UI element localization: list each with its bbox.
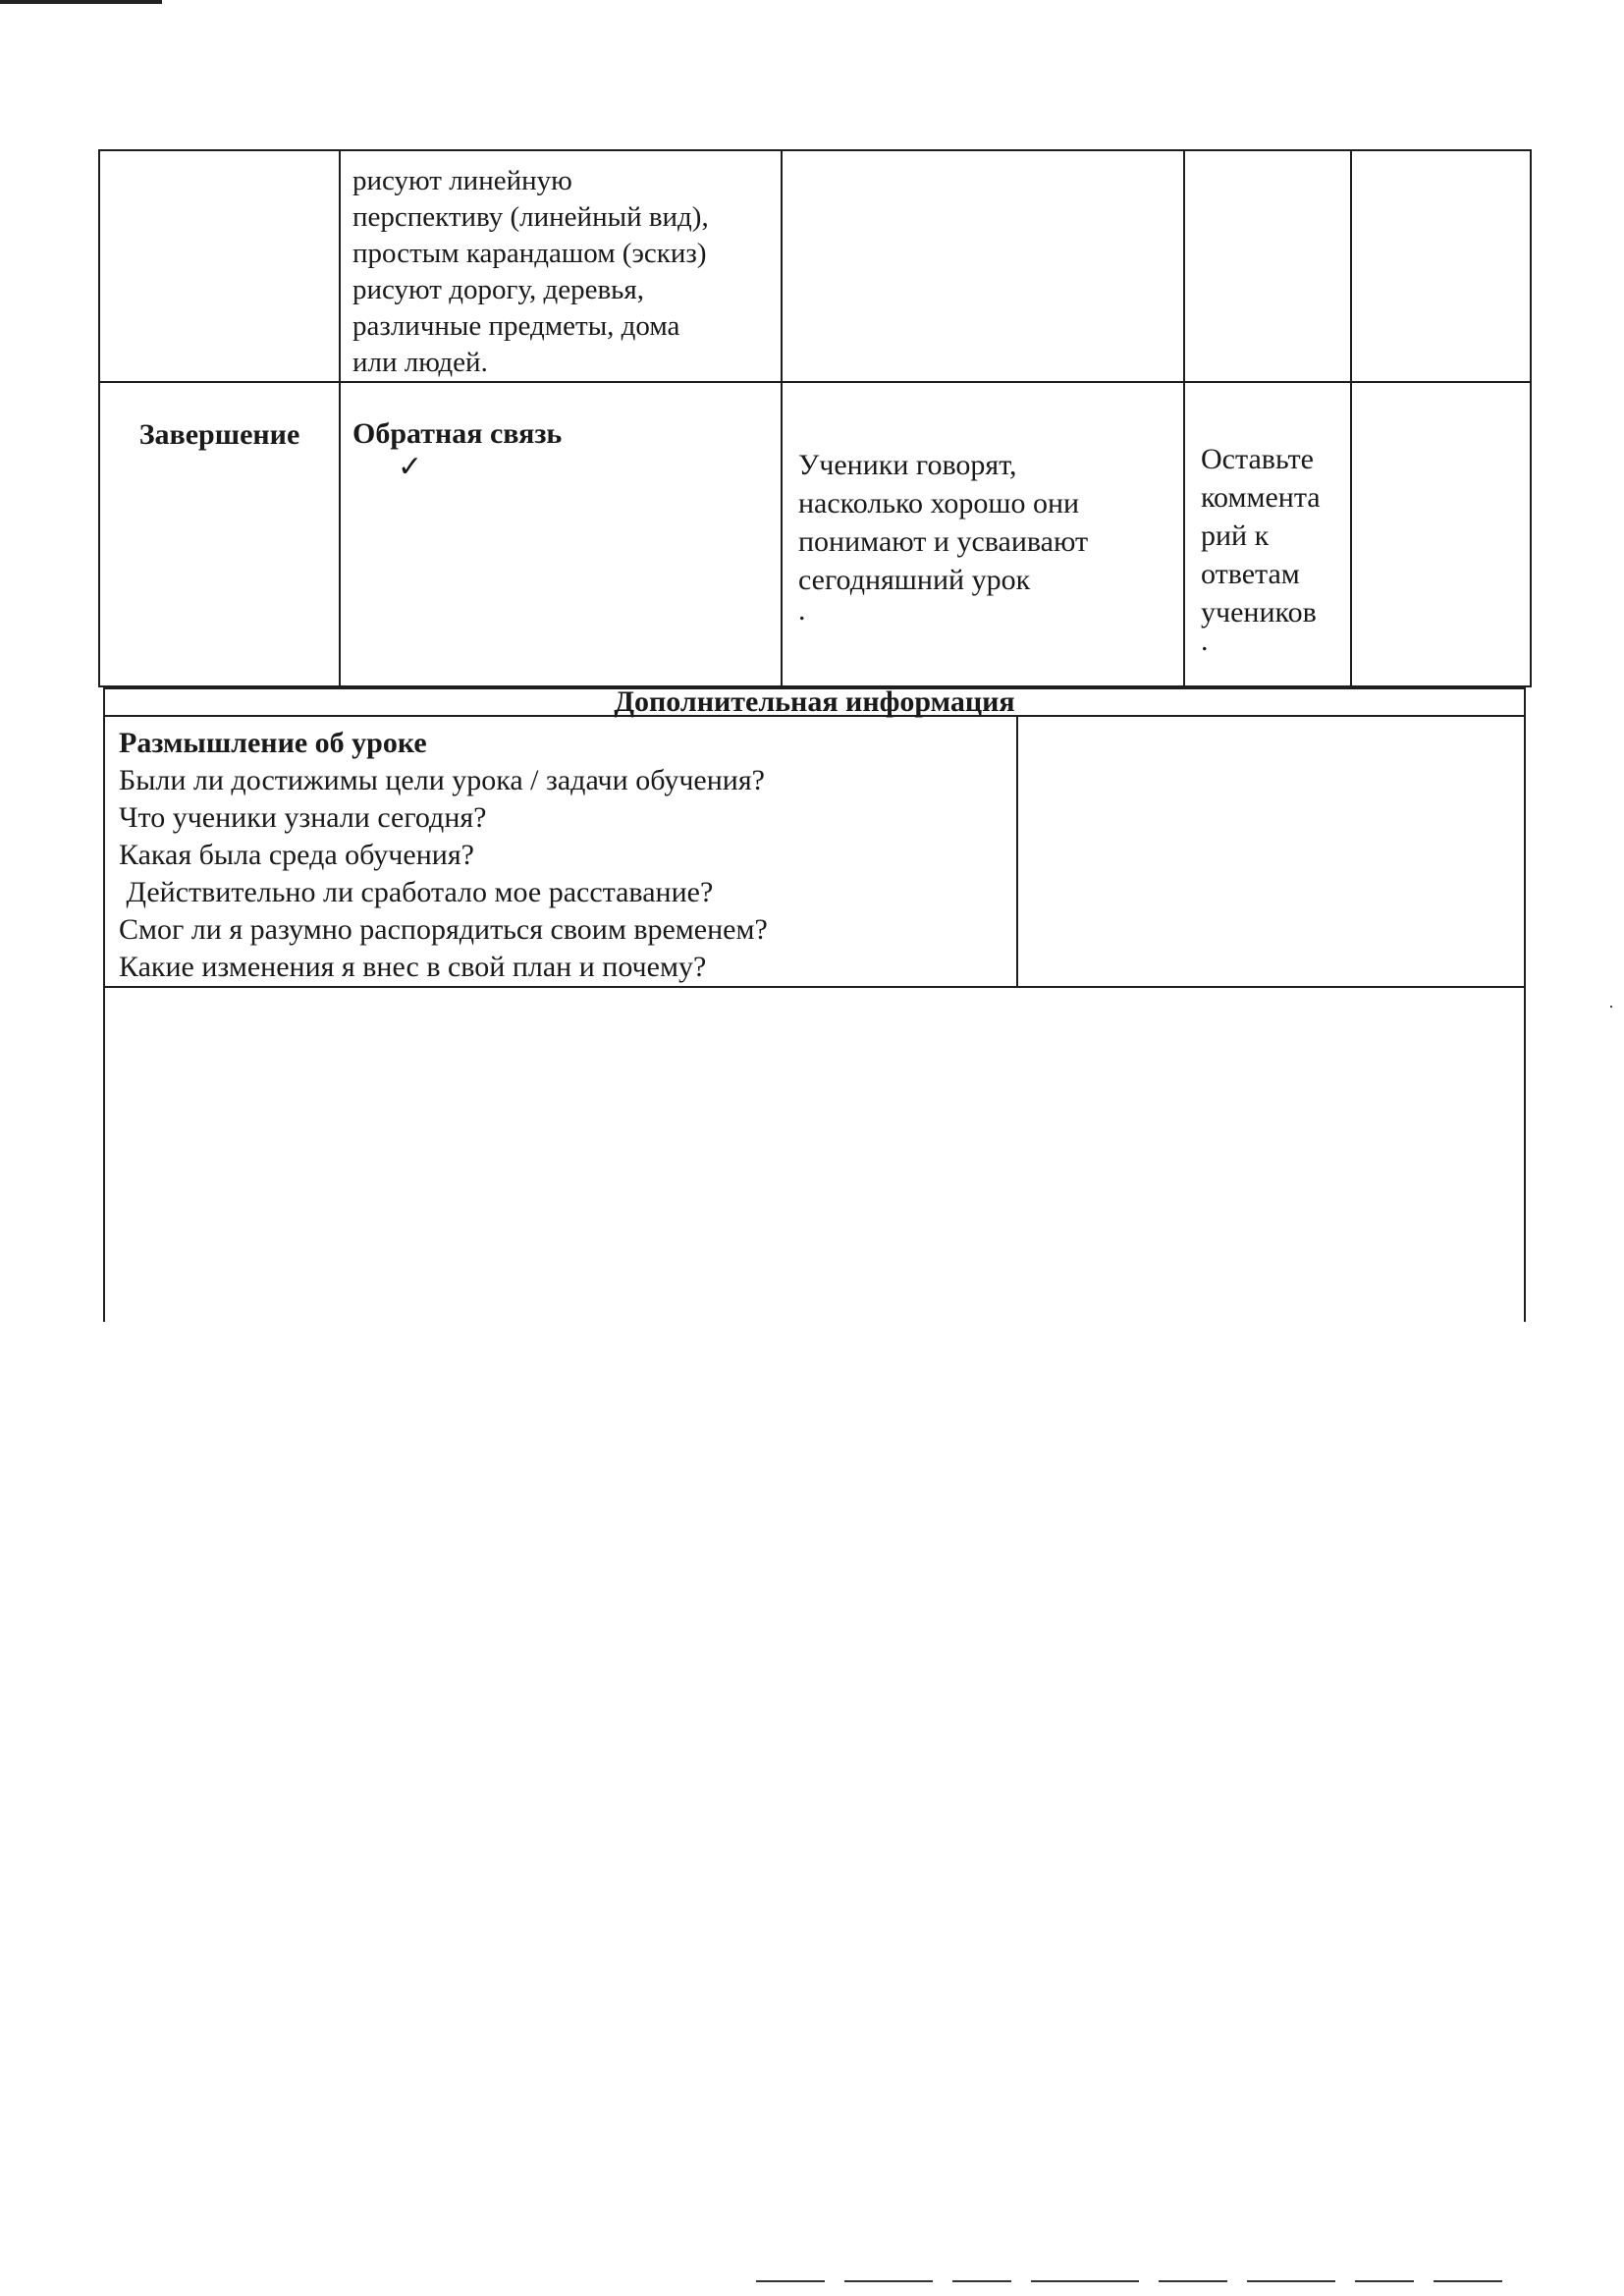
scan-speck	[1610, 1006, 1612, 1008]
students-line: Ученики говорят,	[798, 449, 1017, 481]
teacher-activity-cell	[340, 150, 782, 382]
activity-line: рисуют линейную	[352, 165, 572, 196]
stage-cell	[99, 382, 340, 686]
resources-cell-empty	[1351, 150, 1531, 382]
notes-cell-empty	[104, 987, 1525, 1322]
check-mark-icon: ✓	[398, 451, 423, 483]
stage-cell-empty	[99, 150, 340, 382]
lesson-row-conclusion	[99, 382, 1531, 686]
students-feedback-text	[783, 383, 1183, 599]
comment-line: учеников	[1201, 596, 1317, 629]
reflection-question: Какие изменения я внес в свой план и почему?	[119, 951, 707, 983]
students-line: насколько хорошо они	[798, 487, 1080, 519]
reflection-notes-cell-empty	[1017, 716, 1525, 987]
stage-label: Завершение	[138, 418, 300, 451]
scan-bottom-marks	[756, 2280, 1542, 2284]
reflection-cell	[104, 716, 1017, 987]
reflection-title: Размышление об уроке	[119, 727, 427, 759]
info-header: Дополнительная информация	[614, 685, 1015, 718]
info-header-row	[104, 688, 1525, 716]
reflection-block	[105, 717, 1016, 986]
students-trailing-dot: .	[798, 594, 806, 627]
comment-line: ответам	[1201, 558, 1300, 590]
activity-line: или людей.	[352, 347, 488, 378]
student-activity-cell	[782, 382, 1184, 686]
reflection-question: Что ученики узнали сегодня?	[119, 801, 487, 834]
assessment-cell-empty	[1184, 150, 1351, 382]
activity-line: простым карандашом (эскиз)	[352, 238, 707, 269]
students-line: понимают и усваивают	[798, 525, 1089, 558]
reflection-question: Смог ли я разумно распорядиться своим временем?	[119, 913, 768, 946]
resources-cell-empty	[1351, 382, 1531, 686]
comment-line: рий к	[1201, 519, 1270, 552]
reflection-question: Были ли достижимы цели урока / задачи обучения?	[119, 764, 765, 796]
activity-text	[341, 151, 781, 381]
comment-line: Оставьте	[1201, 443, 1314, 475]
comment-text	[1185, 383, 1350, 657]
notes-row	[104, 987, 1525, 1322]
reflection-question: Какая была среда обучения?	[119, 839, 474, 871]
activity-line: различные предметы, дома	[352, 310, 680, 342]
reflection-row	[104, 716, 1525, 987]
comment-trailing-dot: .	[1201, 625, 1209, 657]
additional-info-table	[103, 687, 1526, 1322]
lesson-row-activity	[99, 150, 1531, 382]
student-activity-cell-empty	[782, 150, 1184, 382]
lesson-plan-table	[98, 149, 1532, 687]
feedback-title: Обратная связь	[352, 417, 563, 450]
comment-line: коммента	[1201, 481, 1321, 514]
scan-edge-mark	[0, 0, 162, 4]
students-line: сегодняшний урок	[798, 564, 1031, 596]
reflection-question: Действительно ли сработало мое расставание?	[119, 876, 714, 908]
teacher-activity-cell	[340, 382, 782, 686]
info-header-cell	[104, 685, 1525, 718]
activity-line: перспективу (линейный вид),	[352, 201, 709, 233]
activity-line: рисуют дорогу, деревья,	[352, 274, 644, 305]
assessment-cell	[1184, 382, 1351, 686]
